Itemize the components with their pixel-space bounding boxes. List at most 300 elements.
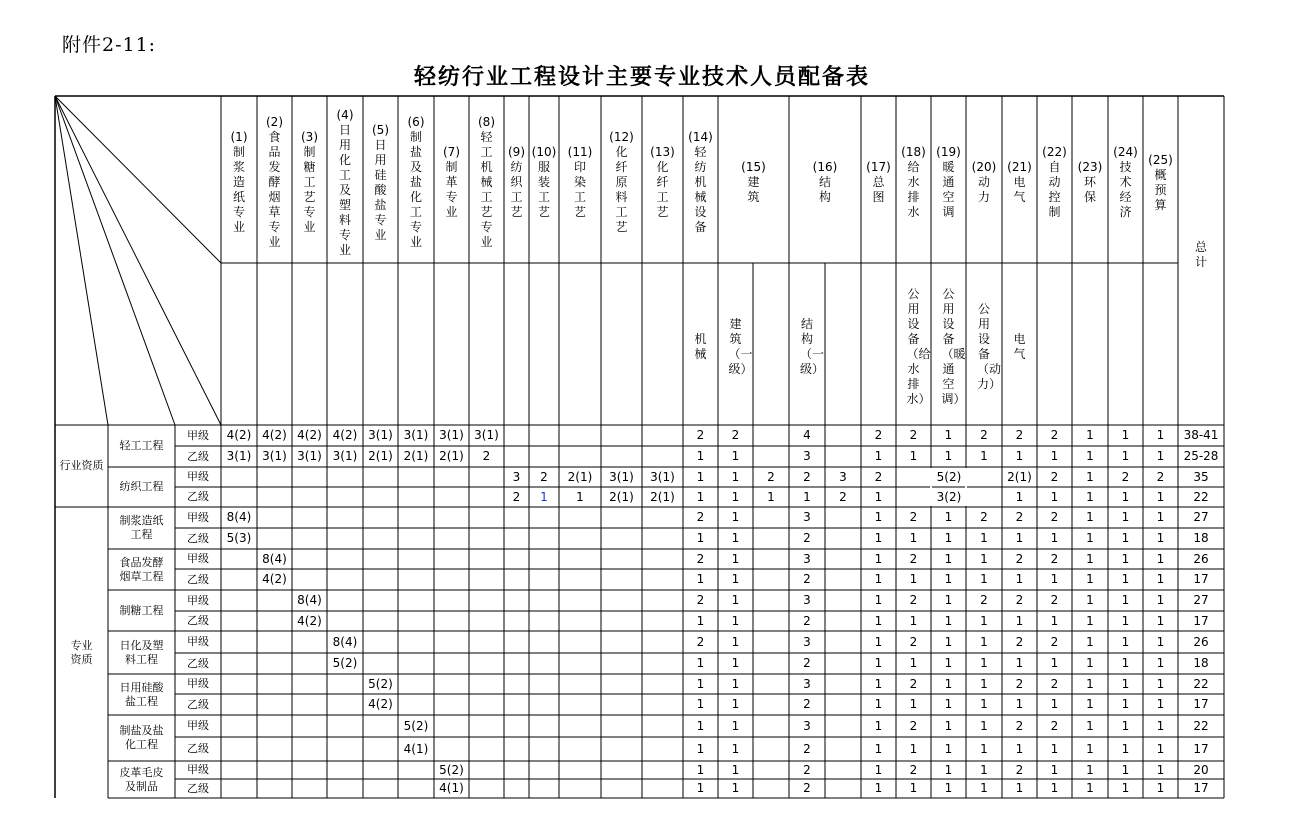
table-cell: 2	[696, 510, 705, 524]
column-label: 技术经济	[1119, 160, 1132, 219]
table-cell: 22	[1193, 718, 1209, 733]
table-cell: 2	[1050, 469, 1059, 484]
column-header-23	[1072, 96, 1108, 266]
table-cell: 1	[1050, 781, 1059, 795]
registered-structure	[789, 263, 825, 428]
table-cell: 2	[696, 551, 705, 566]
registered-electrical	[1002, 263, 1037, 428]
table-cell: 3(1)	[226, 449, 252, 463]
table-cell: 1	[1086, 718, 1094, 733]
table-cell: 2	[803, 697, 811, 711]
table-cell: 1	[1050, 613, 1059, 628]
table-cell: 1	[1050, 531, 1059, 545]
table-cell: 1	[909, 781, 918, 795]
table-cell: 1	[696, 656, 705, 670]
table-cell: 2	[1015, 718, 1024, 733]
table-cell: 1	[909, 741, 918, 756]
column-header-12	[601, 96, 642, 266]
table-cell: 1	[1121, 489, 1130, 504]
grade-label: 乙级	[187, 572, 209, 586]
table-cell: 2	[696, 634, 705, 649]
table-cell: 1	[1156, 634, 1165, 649]
table-cell: 1	[1086, 634, 1094, 649]
column-label: 电气	[1013, 175, 1026, 204]
table-cell: 1	[1156, 510, 1165, 524]
table-cell: 2	[1050, 551, 1059, 566]
table-cell: 2	[696, 428, 705, 442]
table-cell: 2(1)	[1007, 469, 1032, 484]
table-cell: 1	[1086, 613, 1094, 628]
column-header-8	[469, 96, 504, 266]
grade-label: 甲级	[187, 470, 209, 483]
table-cell: 2	[803, 572, 811, 586]
table-cell: 1	[944, 741, 953, 756]
table-cell: 2	[874, 428, 883, 442]
table-cell: 26	[1193, 634, 1209, 649]
column-label: 建筑	[747, 175, 760, 204]
table-cell: 2	[540, 469, 548, 484]
grade-label: 甲级	[187, 552, 209, 565]
qualification-major: 专业资质	[70, 638, 93, 666]
table-cell: 2	[1050, 510, 1059, 524]
column-label: 概预算	[1154, 167, 1167, 212]
table-cell: 1	[696, 762, 705, 777]
table-cell: 1	[874, 572, 883, 586]
table-cell: 1	[1050, 572, 1059, 586]
table-cell: 5(2)	[403, 718, 429, 733]
table-cell: 1	[980, 718, 988, 733]
table-cell: 2(1)	[567, 469, 593, 484]
table-cell: 1	[1086, 741, 1094, 756]
table-cell: 1	[944, 634, 953, 649]
table-cell: 1	[944, 531, 953, 545]
table-cell: 1	[696, 676, 705, 691]
table-cell: 5(2)	[936, 469, 962, 484]
column-label: 制革专业	[445, 160, 458, 219]
column-label: 环保	[1083, 175, 1096, 204]
table-cell: 1	[1121, 510, 1130, 524]
table-cell: 1	[1156, 741, 1165, 756]
table-cell: 3	[803, 634, 811, 649]
table-cell: 5(2)	[439, 762, 464, 777]
table-cell: 1	[1156, 572, 1165, 586]
table-cell: 2	[1015, 762, 1024, 777]
design-type-label	[128, 325, 178, 378]
table-cell: 2	[512, 489, 521, 504]
table-cell: 1	[731, 697, 740, 711]
table-cell: 25-28	[1183, 449, 1219, 463]
table-cell: 2	[1050, 634, 1059, 649]
grade-label: 乙级	[187, 697, 209, 711]
column-number: (10)	[531, 145, 557, 159]
total-label: 总计	[1194, 240, 1207, 269]
table-cell: 1	[1050, 741, 1059, 756]
table-cell: 1	[980, 613, 988, 628]
column-header-13	[642, 96, 683, 266]
table-cell: 2	[980, 510, 988, 524]
table-cell: 27	[1193, 510, 1209, 524]
column-label: 自动控制	[1048, 160, 1061, 219]
table-cell: 5(3)	[226, 531, 252, 545]
table-cell: 1	[874, 697, 883, 711]
table-cell: 2	[909, 510, 918, 524]
table-cell: 1	[696, 449, 705, 463]
table-cell: 2	[1015, 428, 1024, 442]
table-cell: 1	[696, 572, 705, 586]
column-label: 制浆造纸专业	[232, 145, 245, 234]
table-cell: 1	[731, 469, 740, 484]
type-daily-chem: 日化及塑料工程	[119, 638, 164, 666]
column-label: 轻工机械工艺专业	[480, 130, 493, 249]
table-cell: 1	[1086, 593, 1094, 607]
table-cell: 2	[1015, 551, 1024, 566]
column-number: (4)	[336, 107, 354, 122]
table-cell: 1	[874, 510, 883, 524]
table-cell: 1	[980, 676, 988, 691]
table-cell: 5(2)	[368, 676, 393, 691]
table-cell: 3(1)	[368, 428, 393, 442]
column-label: 食品发酵烟草专业	[268, 130, 281, 249]
table-cell: 1	[980, 741, 988, 756]
table-cell: 1	[1015, 531, 1024, 545]
table-cell: 1	[1121, 449, 1130, 463]
table-cell: 1	[731, 718, 740, 733]
table-cell: 2	[803, 469, 811, 484]
table-cell: 1	[1156, 449, 1165, 463]
column-label: 暖通空调	[942, 160, 955, 219]
table-cell: 1	[944, 572, 953, 586]
table-cell: 1	[696, 469, 705, 484]
column-label: 印染工艺	[573, 160, 586, 219]
table-cell: 3(1)	[609, 469, 634, 484]
table-cell: 5(2)	[332, 656, 358, 670]
table-cell: 1	[1156, 718, 1165, 733]
table-cell: 2	[482, 449, 491, 463]
table-cell: 1	[1121, 551, 1130, 566]
table-cell: 18	[1193, 656, 1209, 670]
grade-label: 甲级	[187, 719, 209, 732]
table-cell: 1	[1050, 697, 1059, 711]
table-cell: 1	[944, 676, 953, 691]
table-cell: 3(1)	[297, 449, 322, 463]
table-cell: 1	[980, 762, 988, 777]
column-number: (14)	[688, 130, 713, 144]
column-label: 化纤工艺	[656, 160, 669, 219]
column-header-15	[718, 96, 789, 266]
table-cell: 20	[1193, 762, 1209, 777]
table-cell: 1	[944, 613, 953, 628]
table-cell: 1	[1121, 572, 1130, 586]
table-cell: 1	[909, 656, 918, 670]
column-header-10	[529, 96, 559, 266]
table-cell: 1	[696, 531, 705, 545]
column-header-18	[896, 96, 931, 266]
table-cell: 1	[1015, 449, 1024, 463]
table-cell: 2	[909, 551, 918, 566]
table-cell: 4(2)	[297, 613, 322, 628]
column-header-4	[327, 96, 363, 266]
table-cell: 1	[1086, 469, 1094, 484]
table-cell: 1	[696, 781, 705, 795]
grade-label: 甲级	[187, 677, 209, 690]
table-cell: 2	[1050, 718, 1059, 733]
table-cell: 2	[1050, 676, 1059, 691]
column-number: (9)	[508, 145, 525, 159]
total-header	[1178, 230, 1224, 280]
table-cell: 1	[1156, 676, 1165, 691]
table-cell: 1	[1156, 613, 1165, 628]
table-cell: 1	[1086, 489, 1094, 504]
table-cell: 2	[803, 531, 811, 545]
table-cell: 1	[874, 656, 883, 670]
column-number: (2)	[266, 115, 283, 129]
table-cell: 1	[1015, 489, 1024, 504]
table-cell: 2	[1015, 510, 1024, 524]
table-cell: 1	[731, 510, 740, 524]
column-label: 电气	[1013, 332, 1026, 361]
table-cell: 1	[1156, 697, 1165, 711]
table-cell: 1	[1050, 656, 1059, 670]
table-cell: 4(2)	[262, 428, 287, 442]
column-number: (7)	[443, 145, 460, 159]
grade-label: 乙级	[187, 656, 209, 670]
table-cell: 2	[874, 469, 883, 484]
table-cell: 3(1)	[403, 428, 429, 442]
table-cell: 2	[1121, 469, 1130, 484]
column-number: (18)	[901, 145, 926, 159]
column-header-7	[434, 96, 469, 266]
table-cell: 1	[874, 551, 883, 566]
column-number: (15)	[741, 160, 766, 174]
table-cell: 2	[1015, 593, 1024, 607]
table-cell: 2	[909, 593, 918, 607]
table-cell: 1	[731, 613, 740, 628]
table-cell: 2	[839, 489, 847, 504]
table-cell: 1	[731, 762, 740, 777]
column-header-6	[398, 96, 434, 266]
column-label: 结构（一级）	[800, 317, 825, 376]
column-label: 结构	[818, 175, 831, 204]
table-cell: 2	[767, 469, 775, 484]
column-number: (11)	[567, 145, 593, 159]
type-salt: 制盐及盐化工程	[119, 724, 164, 751]
type-light-industry: 轻工工程	[119, 439, 164, 452]
registered-major-label	[178, 270, 212, 305]
column-label: 日用化工及塑料专业	[338, 122, 351, 257]
registered-public-water	[896, 263, 931, 428]
table-cell: 2	[909, 634, 918, 649]
column-number: (12)	[609, 130, 634, 144]
table-cell: 1	[909, 613, 918, 628]
table-cell: 1	[909, 449, 918, 463]
table-cell: 17	[1193, 781, 1209, 795]
table-cell: 1	[1086, 510, 1094, 524]
table-cell: 1	[1086, 572, 1094, 586]
table-cell: 1	[1156, 656, 1165, 670]
table-cell: 2	[803, 656, 811, 670]
table-cell: 1	[874, 718, 883, 733]
table-cell: 1	[1121, 676, 1130, 691]
table-cell: 1	[1086, 762, 1094, 777]
column-label: 制糖工艺专业	[303, 145, 316, 234]
column-number: (5)	[372, 122, 389, 137]
table-cell: 3	[512, 469, 521, 484]
table-cell: 4(2)	[297, 428, 322, 442]
table-cell: 2	[803, 762, 811, 777]
table-cell: 1	[874, 634, 883, 649]
column-header-14	[683, 96, 718, 266]
registered-chem-a	[221, 263, 504, 425]
table-cell: 1	[980, 781, 988, 795]
table-cell: 3	[839, 469, 847, 484]
table-cell: 1	[874, 593, 883, 607]
column-number: (1)	[230, 130, 248, 144]
column-number: (25)	[1148, 152, 1173, 167]
table-cell: 2(1)	[439, 449, 464, 463]
table-cell: 1	[696, 718, 705, 733]
table-cell: 4(2)	[262, 572, 287, 586]
table-cell: 2	[803, 741, 811, 756]
table-cell: 1	[576, 489, 584, 504]
type-food: 食品发酵烟草工程	[119, 555, 164, 583]
table-cell: 3	[803, 510, 811, 524]
column-number: (19)	[936, 145, 961, 159]
table-cell: 1	[944, 428, 953, 442]
table-cell: 1	[803, 489, 811, 504]
table-cell: 3	[803, 593, 811, 607]
table-cell: 1	[874, 762, 883, 777]
table-cell: 22	[1193, 676, 1209, 691]
column-header-11	[559, 96, 601, 266]
table-cell: 1	[944, 510, 953, 524]
registered-public-power	[966, 263, 1002, 428]
table-cell: 1	[1086, 676, 1094, 691]
table-cell: 1	[696, 697, 705, 711]
table-cell: 1	[874, 449, 883, 463]
table-cell: 1	[1086, 551, 1094, 566]
table-cell: 1	[1086, 449, 1094, 463]
table-cell: 1	[1121, 781, 1130, 795]
table-cell: 2	[909, 676, 918, 691]
column-label: 公用设备（给水排水）	[906, 287, 931, 406]
table-cell: 1	[731, 781, 740, 795]
column-header-3	[292, 96, 327, 266]
table-cell: 3(1)	[650, 469, 675, 484]
major-setting-label	[178, 155, 212, 195]
table-cell: 2	[1050, 428, 1059, 442]
table-cell: 27	[1193, 593, 1209, 607]
table-cell: 26	[1193, 551, 1209, 566]
table-cell: 1	[1121, 762, 1130, 777]
table-cell: 1	[731, 531, 740, 545]
table-cell: 1	[944, 762, 953, 777]
table-cell: 1	[1121, 634, 1130, 649]
column-header-16	[789, 96, 861, 266]
table-cell: 1	[731, 572, 740, 586]
table-cell: 1	[731, 676, 740, 691]
column-label: 建筑（一级）	[728, 317, 753, 376]
table-cell: 1	[1121, 656, 1130, 670]
table-cell: 1	[1156, 551, 1165, 566]
column-header-24	[1108, 96, 1143, 266]
grade-label: 甲级	[187, 428, 209, 442]
grade-label: 甲级	[187, 593, 209, 607]
table-cell: 2	[696, 593, 705, 607]
column-number: (3)	[301, 130, 318, 144]
column-header-2	[257, 96, 292, 266]
grade-label: 乙级	[187, 742, 209, 755]
qualification-label	[60, 320, 96, 372]
table-cell: 1	[944, 781, 953, 795]
table-cell: 1	[980, 656, 988, 670]
table-cell: 1	[731, 634, 740, 649]
table-cell: 1	[909, 531, 918, 545]
table-cell: 2	[909, 428, 918, 442]
table-cell: 17	[1193, 572, 1209, 586]
grid-line	[55, 96, 108, 425]
table-cell: 3(1)	[332, 449, 358, 463]
column-header-5	[363, 96, 398, 266]
table-cell: 8(4)	[332, 634, 358, 649]
type-leather: 皮革毛皮及制品	[119, 765, 164, 793]
table-cell: 1	[944, 718, 953, 733]
table-cell: 2	[803, 613, 811, 628]
table-cell: 3	[803, 676, 811, 691]
table-cell: 1	[731, 551, 740, 566]
table-cell: 1	[1050, 762, 1059, 777]
table-cell: 4(2)	[368, 697, 393, 711]
column-label: 制盐及盐化工专业	[409, 130, 422, 249]
table-cell: 1	[696, 741, 705, 756]
column-label: 纺织工艺	[510, 160, 523, 219]
table-cell: 17	[1193, 613, 1209, 628]
table-cell: 1	[874, 676, 883, 691]
table-cell: 1	[1086, 656, 1094, 670]
page-title: 轻纺行业工程设计主要专业技术人员配备表	[413, 65, 870, 90]
registered-machinery	[683, 263, 718, 428]
table-cell: 1	[944, 551, 953, 566]
table-cell: 1	[1015, 781, 1024, 795]
table-cell: 1	[1086, 781, 1094, 795]
table-cell: 38-41	[1183, 428, 1219, 442]
table-cell: 1	[980, 551, 988, 566]
table-cell: 18	[1193, 531, 1209, 545]
grade-label: 乙级	[187, 449, 209, 463]
table-cell: 2	[980, 428, 988, 442]
column-header-1	[221, 96, 257, 266]
table-cell: 2	[1050, 593, 1059, 607]
table-cell: 2	[1015, 676, 1024, 691]
grade-label: 甲级	[187, 763, 209, 776]
column-header-9	[504, 96, 529, 266]
table-cell: 1	[1121, 428, 1130, 442]
column-number: (16)	[812, 160, 838, 174]
table-cell: 1	[909, 697, 918, 711]
registered-chem-b	[559, 263, 683, 425]
table-cell: 2(1)	[368, 449, 393, 463]
column-number: (17)	[866, 160, 891, 174]
table-cell: 1	[1121, 697, 1130, 711]
table-cell: 3	[803, 449, 811, 463]
column-label: 轻纺机械设备	[694, 145, 707, 234]
table-cell: 2	[909, 718, 918, 733]
table-cell: 1	[731, 741, 740, 756]
table-cell: 35	[1193, 469, 1209, 484]
table-cell: 1	[731, 656, 740, 670]
column-label: 总图	[872, 175, 885, 204]
table-cell: 4	[803, 428, 811, 442]
grade-label: 甲级	[187, 635, 209, 648]
